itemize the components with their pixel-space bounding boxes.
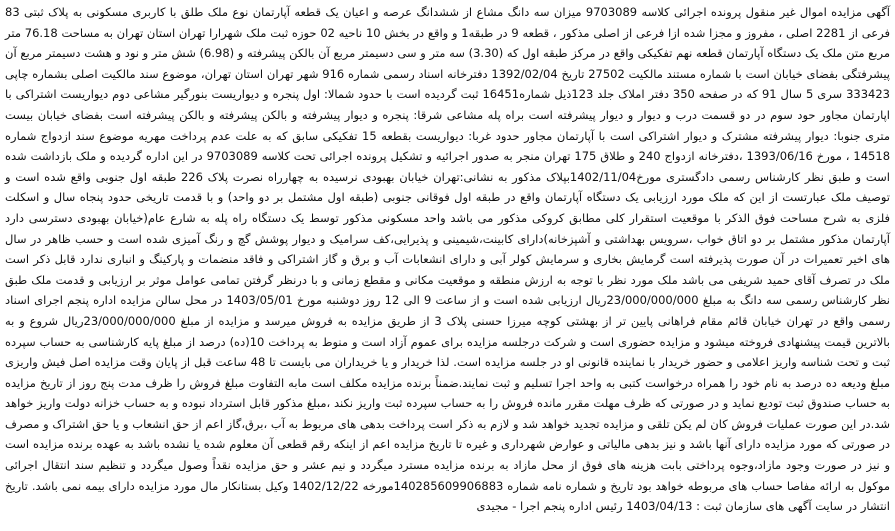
notice-body-text: آگهی مزایده اموال غیر منقول پرونده اجرائی کلاسه 9703089 میزان سه دانگ مشاع از ششدانگ عرصه و اعیان یک قطعه آپارتمان نوع ملک طلق با کاربری مسکونی به پلاک ثبتی 83 فرعی از 2281 اصلی ، مفروز و مجزا شده ازا فرعی از اصلی مذکور ، قطعه 9 در طبقه1 و واقع در بخش 10 ناحیه 02 حوزه ثبت ملک شهرارا تهران استان تهران به مساحت 76.18 متر مربع متن ملک یک دستگاه آپارتمان قطعه نهم تفکیکی واقع در مرکز طبقه اول که (3.30) سه متر و سی دسیمتر مربع آن بالکن پیشرفته و (6.98) شش متر و نود و هشت دسیمتر مربع آن پیشرفتگی بفضای خیابان است با شماره مستند مالکیت 27502 تاریخ 1392/02/04 دفترخانه اسناد رسمی شماره 916 شهر تهران استان تهران، موضوع سند مالکیت اصلی بشماره چاپی 333423 سری 5 سال 91 که در صفحه 350 دفتر املاک جلد 123ذیل شماره16451 ثبت گردیده است با حدود شمالا: اول پنجره و دیواریست بنورگیر مشاعی دوم دیواریست اشتراکی با اپارتمان مجاور حود سوم در دو قسمت درب و دیوار و دیوار پیشرفته است براه پله مشاعی شرقا: پنجره و دیوار پیشرفته و بالکن پیشرفته و بالکن پیشرفته است بفضای خیابان بیست متری جنوبا: دیوار پیشرفته مشترک و دیوار اشتراکی است با آپارتمان مجاور حدود غربا: دیواریست بقطعه 15 تفکیکی سابق که به علت عدم پرداخت مهریه موضوع سند ازدواج شماره 14518 ، مورخ 1393/06/16 ،دفترخانه ازدواج 240 و طلاق 175 تهران منجر به صدور اجرائیه و تشکیل پرونده اجرائی تحت کلاسه 9703089 در این اداره گردیده و ملک بازداشت شده است و طبق نظر کارشناس رسمی دادگستری مورخ1402/11/04بپلاک مذکور به نشانی:تهران خیابان بهبودی نرسیده به چهارراه نصرت پلاک 226 طبقه اول جنوبی واقع شده است و توصیف ملک عبارتست از این که ملک مورد ارزیابی یک دستگاه آپارتمان واقع در طبقه اول فوقانی جنوبی (طبقه اول مشتمل بر دو واحد) و با قدمت تاریخی حدود پنجاه سال و اسکلت فلزی به شرح مساحت فوق الذکر با موقعیت استقرار کلی مطابق کروکی مذکور می باشد واحد مسکونی مذکور توسط یک دستگاه راه پله به شارع عام(خیابان بهبودی دسترسی دارد آپارتمان مذکور مشتمل بر دو اتاق خواب ،سرویس بهداشتی و آشپزخانه)دارای کابینت،شیمینی و پذیرایی،کف سرامیک و دیوار پوشش گچ و رنگ آمیزی شده است و حسب ظاهر در سال های اخیر تعمیرات در آن صورت پذیرفته است گرمایش بخاری و سرمایش کولر آبی و دارای انشعابات آب و برق و گاز اشتراکی و فاقد منضمات و پارکینگ و انباری ندارد قابل ذکر است ملک در تصرف آقای حمید شریفی می باشد ملک مورد نظر با توجه به ارزش منطقه و موقعیت مکانی و مقطع زمانی و با درنظر گرفتن تمامی عوامل موثر بر ارزیابی و قدمت ملک طبق نظر کارشناس رسمی سه دانگ به مبلغ 23/000/000/000ریال ارزیابی شده است و از ساعت 9 الی 12 روز دوشنبه مورخ 1403/05/01 در محل سالن مزایده اداره پنجم اجرای اسناد رسمی واقع در تهران خیابان قائم مقام فراهانی پایین تر از بهشتی کوچه میرزا حسنی پلاک 3 از طریق مزایده به فروش میرسد و مزایده از مبلغ 23/000/000/000ریال شروع و به بالاترین قیمت پیشنهادی فروخته میشود و مزایده حضوری است و شرکت درجلسه مزایده برای عموم آزاد است و منوط به پرداخت 10(ده) درصد از مبلغ پایه کارشناسی به حساب سپرده ثبت و تحت شناسه واریز اعلامی و حضور خریدار با نماینده قانونی او در جلسه مزایده است. لذا خریدار و یا خریداران می بایست تا 48 ساعت قبل از پایان وقت مزایده اصل فیش واریزی مبلغ ودیعه ده درصد به نام خود را همراه درخواست کتبی به واحد اجرا تسلیم و ثبت نمایند.ضمناً برنده مزایده مکلف است مابه التفاوت مبلغ فروش را ظرف مدت پنج روز از تاریخ مزایده به حساب صندوق ثبت تودیع نماید و در صورتی که ظرف مهلت مقرر مانده فروش را به حساب سپرده ثبت واریز نکند ،مبلغ مذکور قابل استرداد نبوده و به حساب خزانه دولت واریز خواهد شد.در این صورت عملیات فروش کان لم یکن تلقی و مزایده تجدید خواهد شد و لازم به ذکر است پرداخت بدهی های مربوط به آب ،برق،گاز اعم از حق انشعاب و یا حق اشتراک و مصرف در صورتی که مورد مزایده دارای آنها باشد و نیز بدهی مالیاتی و عوارض شهرداری و غیره تا تاریخ مزایده اعم از اینکه رقم قطعی آن معلوم شده یا نشده باشد به عهده برنده مزایده است و نیز در صورت وجود مازاد،وجوه پرداختی بابت هزینه های فوق از محل مازاد به برنده مزایده مسترد میگردد و نیم عشر و حق مزایده نقداً وصول میگردد و تنظیم سند انتقال اجرائی موکول به ارائه مفاصا حساب های مربوطه خواهد بود تاریخ و شماره نامه شماره 140285609906883مورخه 1402/12/22 وکیل بستانکار مال مورد مزایده دارای بیمه نمی باشد. تاریخ انتشار در سایت آگهی های سازمان ثبت : 1403/04/13 رئیس اداره پنجم اجرا - مجیدی	[5, 5, 891, 514]
